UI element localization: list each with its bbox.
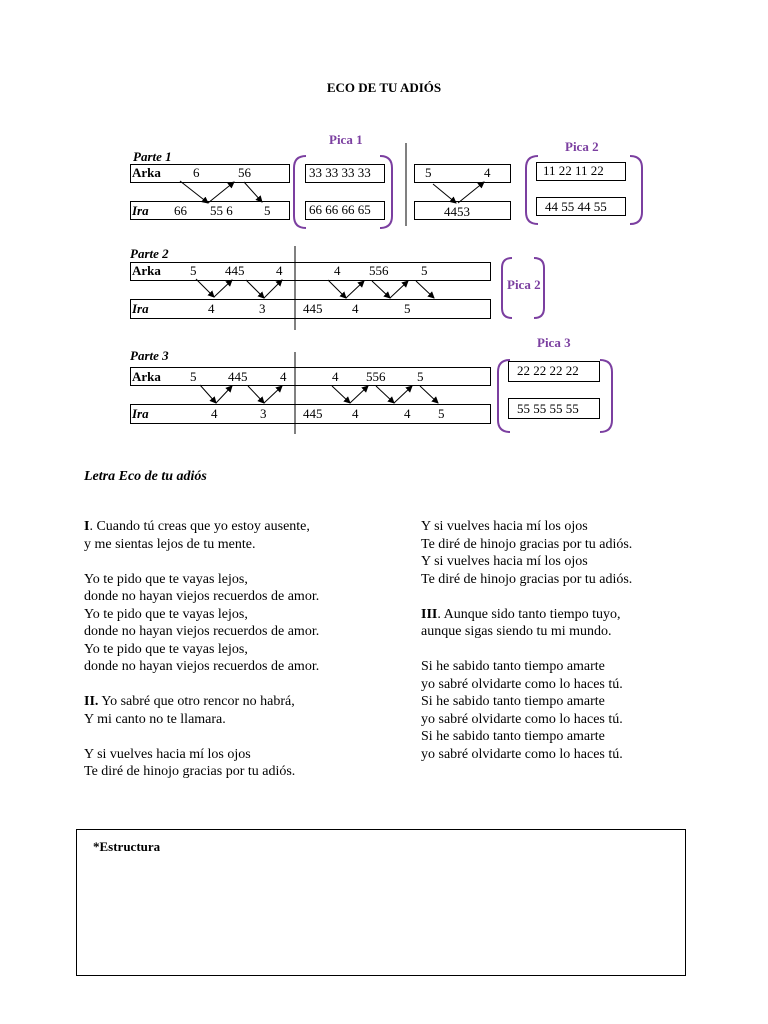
- lyrics-title: Letra Eco de tu adiós: [84, 469, 207, 484]
- parte3-arka-num: 445: [228, 369, 248, 384]
- pica1-label: Pica 1: [329, 132, 363, 147]
- parte1-arka-label: Arka: [132, 165, 161, 180]
- parte2-arka-num: 4: [334, 263, 341, 278]
- lyrics-line: y me sientas lejos de tu mente.: [84, 536, 256, 552]
- lyrics-line: Si he sabido tanto tiempo amarte: [421, 659, 605, 674]
- parte2-ira-num: 445: [303, 301, 323, 316]
- parte2-arka-num: 5: [421, 263, 428, 278]
- parte2-arka-label: Arka: [132, 263, 161, 278]
- parte3-ira-num: 5: [438, 406, 445, 421]
- page-title: ECO DE TU ADIÓS: [326, 80, 442, 95]
- parte2-arka-num: 4: [276, 263, 283, 278]
- pica1-top-value: 33 33 33 33: [309, 165, 371, 180]
- parte3-arka-box: [130, 367, 491, 386]
- pica3-bot-value: 55 55 55 55: [517, 401, 579, 416]
- lyrics-stanza: [421, 658, 632, 763]
- lyrics-line: Te diré de hinojo gracias por tu adiós.: [421, 536, 633, 552]
- parte2-arka-box: [130, 262, 491, 281]
- parte1-arka-num: 6: [193, 165, 200, 180]
- pica2-bot-value: 44 55 44 55: [545, 199, 607, 214]
- lyrics-line: Te diré de hinojo gracias por tu adiós.: [421, 571, 633, 587]
- parte1-mid-bot-num: 4453: [444, 204, 470, 219]
- lyrics-line: . Aunque sido tanto tiempo tuyo,: [437, 606, 621, 622]
- lyrics-stanza: [84, 571, 319, 676]
- lyrics-line: Y mi canto no te llamara.: [84, 711, 226, 727]
- lyrics-stanza: [84, 746, 319, 781]
- lyrics-line: Te diré de hinojo gracias por tu adiós.: [84, 764, 296, 779]
- lyrics-stanza: [84, 518, 319, 553]
- lyrics-line: yo sabré olvidarte como lo haces tú.: [421, 711, 623, 727]
- parte3-ira-num: 4: [404, 406, 411, 421]
- lyrics-line: donde no hayan viejos recuerdos de amor.: [84, 624, 320, 639]
- lyrics-line: Si he sabido tanto tiempo amarte: [421, 694, 605, 709]
- parte2-ira-num: 4: [352, 301, 359, 316]
- lyrics-line: Y si vuelves hacia mí los ojos: [421, 519, 588, 534]
- lyrics-line: Y si vuelves hacia mí los ojos: [421, 554, 588, 569]
- parte3-ira-num: 445: [303, 406, 323, 421]
- parte3-arka-label: Arka: [132, 369, 161, 384]
- parte2-label: Parte 2: [130, 246, 169, 261]
- lyrics-line: Yo sabré que otro rencor no habrá,: [98, 694, 295, 709]
- lyrics-line: Si he sabido tanto tiempo amarte: [421, 729, 605, 744]
- parte3-ira-num: 4: [211, 406, 218, 421]
- lyrics-stanza: [421, 518, 632, 588]
- parte2-arka-num: 445: [225, 263, 245, 278]
- parte1-label: Parte 1: [133, 149, 172, 164]
- parte3-arka-num: 5: [417, 369, 424, 384]
- parte2-arka-num: 556: [369, 263, 389, 278]
- pica3-label: Pica 3: [537, 335, 571, 350]
- parte2-ira-num: 5: [404, 301, 411, 316]
- parte3-ira-label: Ira: [132, 406, 149, 421]
- parte3-ira-num: 3: [260, 406, 267, 421]
- lyrics-line: Yo te pido que te vayas lejos,: [84, 571, 248, 587]
- lyrics-line: Yo te pido que te vayas lejos,: [84, 606, 248, 622]
- lyrics-line: Yo te pido que te vayas lejos,: [84, 641, 248, 657]
- estructura-title: *Estructura: [93, 839, 161, 854]
- parte3-label: Parte 3: [130, 348, 169, 363]
- stanza-number: III: [421, 606, 438, 622]
- parte1-ira-num: 5: [264, 203, 271, 218]
- lyrics-line: donde no hayan viejos recuerdos de amor.: [84, 589, 320, 604]
- lyrics-line: . Cuando tú creas que yo estoy ausente,: [89, 519, 310, 534]
- parte2-ira-label: Ira: [132, 301, 149, 316]
- lyrics-line: Y si vuelves hacia mí los ojos: [84, 746, 251, 762]
- stanza-number: I: [84, 519, 90, 534]
- parte1-mid-num: 5: [425, 165, 432, 180]
- parte3-ira-num: 4: [352, 406, 359, 421]
- pica2-label: Pica 2: [507, 277, 541, 292]
- parte1-arka-num: 56: [238, 165, 251, 180]
- lyrics-stanza: [421, 606, 632, 641]
- parte3-arka-num: 5: [190, 369, 197, 384]
- lyrics-line: yo sabré olvidarte como lo haces tú.: [421, 676, 623, 692]
- parte2-ira-num: 3: [259, 301, 266, 316]
- pica3-top-value: 22 22 22 22: [517, 363, 579, 378]
- parte1-ira-num: 55 6: [210, 203, 233, 218]
- lyrics-line: donde no hayan viejos recuerdos de amor.: [84, 659, 320, 674]
- lyrics-left-column: [84, 518, 319, 798]
- lyrics-line: aunque sigas siendo tu mi mundo.: [421, 624, 612, 639]
- parte3-arka-num: 4: [332, 369, 339, 384]
- lyrics-right-column: [421, 518, 632, 781]
- pica2-top-value: 11 22 11 22: [543, 163, 604, 178]
- lyrics-stanza: [84, 693, 319, 728]
- parte1-ira-label: Ira: [132, 203, 149, 218]
- pica2-label: Pica 2: [565, 139, 599, 154]
- parte1-ira-num: 66: [174, 203, 187, 218]
- parte2-arka-num: 5: [190, 263, 197, 278]
- lyrics-line: yo sabré olvidarte como lo haces tú.: [421, 746, 623, 762]
- parte1-mid-num: 4: [484, 165, 491, 180]
- stanza-number: II.: [84, 694, 99, 709]
- estructura-box: [76, 829, 686, 976]
- pica1-bot-value: 66 66 66 65: [309, 202, 371, 217]
- parte3-arka-num: 4: [280, 369, 287, 384]
- parte3-arka-num: 556: [366, 369, 386, 384]
- parte2-ira-num: 4: [208, 301, 215, 316]
